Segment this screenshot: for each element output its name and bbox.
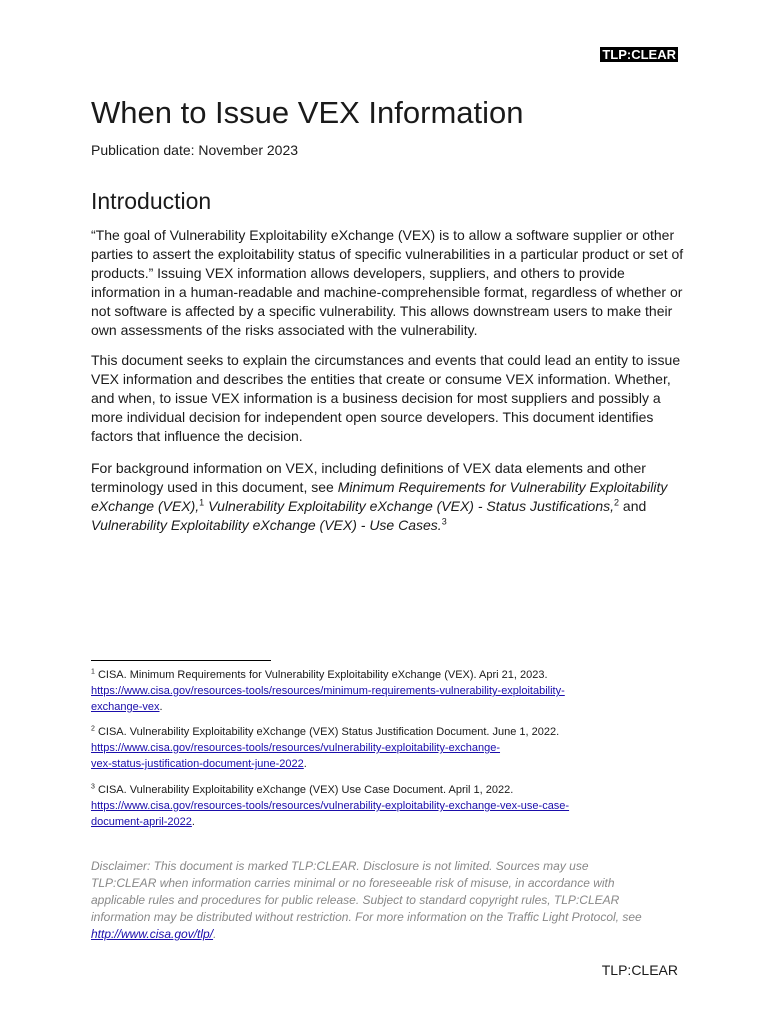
text-run: terminology used in this document, see [91, 479, 338, 495]
footnote-divider [91, 660, 271, 661]
footnote-1-link-cont[interactable]: exchange-vex [91, 701, 160, 713]
footnote-line [91, 667, 691, 683]
footnote-1 [91, 667, 691, 715]
text-line [91, 497, 691, 516]
footnote-tail: . [159, 701, 163, 713]
footnote-ref-3[interactable]: 3 [441, 516, 447, 527]
footnote-number: 3 [91, 783, 95, 791]
intro-paragraph-2 [91, 351, 691, 446]
footnote-ref-2[interactable]: 2 [614, 497, 620, 508]
disclaimer-line: applicable rules and procedures for public release. Subject to standard copyright rules, TLP:CLEAR [91, 893, 620, 907]
cited-title-min-req: Minimum Requirements for Vulnerability Exploitability [337, 479, 668, 495]
footnote-line [91, 798, 691, 814]
disclaimer-line [91, 926, 691, 943]
text-line: products.” Issuing VEX information allows developers, suppliers, and others to provide [91, 265, 625, 281]
text-line: For background information on VEX, including definitions of VEX data elements and other [91, 460, 646, 476]
footnote-text: CISA. Minimum Requirements for Vulnerability Exploitability eXchange (VEX). Apri 21, 2023. [94, 669, 548, 681]
text-run: and [619, 498, 647, 514]
text-line: and when, to issue VEX information is a business decision for most suppliers and possibly a [91, 390, 661, 406]
footnote-text: CISA. Vulnerability Exploitability eXchange (VEX) Status Justification Document. June 1, 2022. [94, 726, 560, 738]
disclaimer-line: information may be distributed without restriction. For more information on the Traffic Light Protocol, see [91, 910, 642, 924]
footnote-line [91, 683, 691, 699]
text-line: not software is affected by a specific vulnerability. This allows downstream users to make their [91, 303, 673, 319]
footnote-line [91, 814, 691, 830]
tlp-marking-footer: TLP:CLEAR [601, 962, 678, 978]
intro-paragraph-1 [91, 226, 691, 340]
document-title: When to Issue VEX Information [91, 95, 524, 130]
footnote-2-link-cont[interactable]: vex-status-justification-document-june-2022 [91, 758, 304, 770]
footnote-tail: . [303, 758, 307, 770]
footnote-line [91, 740, 691, 756]
publication-date: Publication date: November 2023 [91, 142, 299, 158]
text-line: “The goal of Vulnerability Exploitability eXchange (VEX) is to allow a software supplier or other [91, 227, 675, 243]
footnote-line [91, 782, 691, 798]
footnote-number: 1 [91, 668, 95, 676]
text-line: factors that influence the decision. [91, 428, 303, 444]
cited-title-use-cases: Vulnerability Exploitability eXchange (VEX) - Use Cases. [91, 517, 442, 533]
introduction-heading: Introduction [91, 188, 212, 214]
footnote-line [91, 724, 691, 740]
intro-paragraph-3 [91, 459, 691, 535]
text-line: VEX information and describes the entities that create or consume VEX information. Whether, [91, 371, 671, 387]
tlp-disclaimer [91, 858, 691, 943]
footnote-1-link[interactable]: https://www.cisa.gov/resources-tools/resources/minimum-requirements-vulnerability-exploitability- [91, 685, 565, 697]
text-line: more individual decision for independent open source developers. This document identifies [91, 409, 654, 425]
footnote-3-link-cont[interactable]: document-april-2022 [91, 816, 192, 828]
footnote-tail: . [191, 816, 195, 828]
footnote-line [91, 756, 691, 772]
footnote-text: CISA. Vulnerability Exploitability eXchange (VEX) Use Case Document. April 1, 2022. [94, 784, 514, 796]
disclaimer-line: TLP:CLEAR when information carries minimal or no foreseeable risk of misuse, in accordance with [91, 876, 615, 890]
footnote-line [91, 699, 691, 715]
text-line: This document seeks to explain the circumstances and events that could lead an entity to issue [91, 352, 681, 368]
disclaimer-line: Disclaimer: This document is marked TLP:CLEAR. Disclosure is not limited. Sources may use [91, 859, 589, 873]
cited-title-status-just: Vulnerability Exploitability eXchange (VEX) - Status Justifications, [204, 498, 615, 514]
text-line [91, 516, 691, 535]
footnote-3 [91, 782, 691, 830]
footnote-2 [91, 724, 691, 772]
text-line: own assessments of the risks associated with the vulnerability. [91, 322, 478, 338]
footnote-ref-1[interactable]: 1 [199, 497, 205, 508]
footnote-number: 2 [91, 725, 95, 733]
disclaimer-tail: . [213, 927, 217, 941]
cited-title-min-req-cont: eXchange (VEX), [91, 498, 200, 514]
footnote-3-link[interactable]: https://www.cisa.gov/resources-tools/resources/vulnerability-exploitability-exchange-vex-use-case- [91, 800, 570, 812]
text-line: information in a human-readable and machine-comprehensible format, regardless of whether or [91, 284, 683, 300]
text-line: parties to assert the exploitability status of specific vulnerabilities in a particular product or set of [91, 246, 684, 262]
tlp-marking-header: TLP:CLEAR [602, 47, 676, 62]
text-line [91, 478, 691, 497]
tlp-link[interactable]: http://www.cisa.gov/tlp/ [91, 927, 214, 941]
footnote-2-link[interactable]: https://www.cisa.gov/resources-tools/resources/vulnerability-exploitability-exchange- [91, 742, 501, 754]
